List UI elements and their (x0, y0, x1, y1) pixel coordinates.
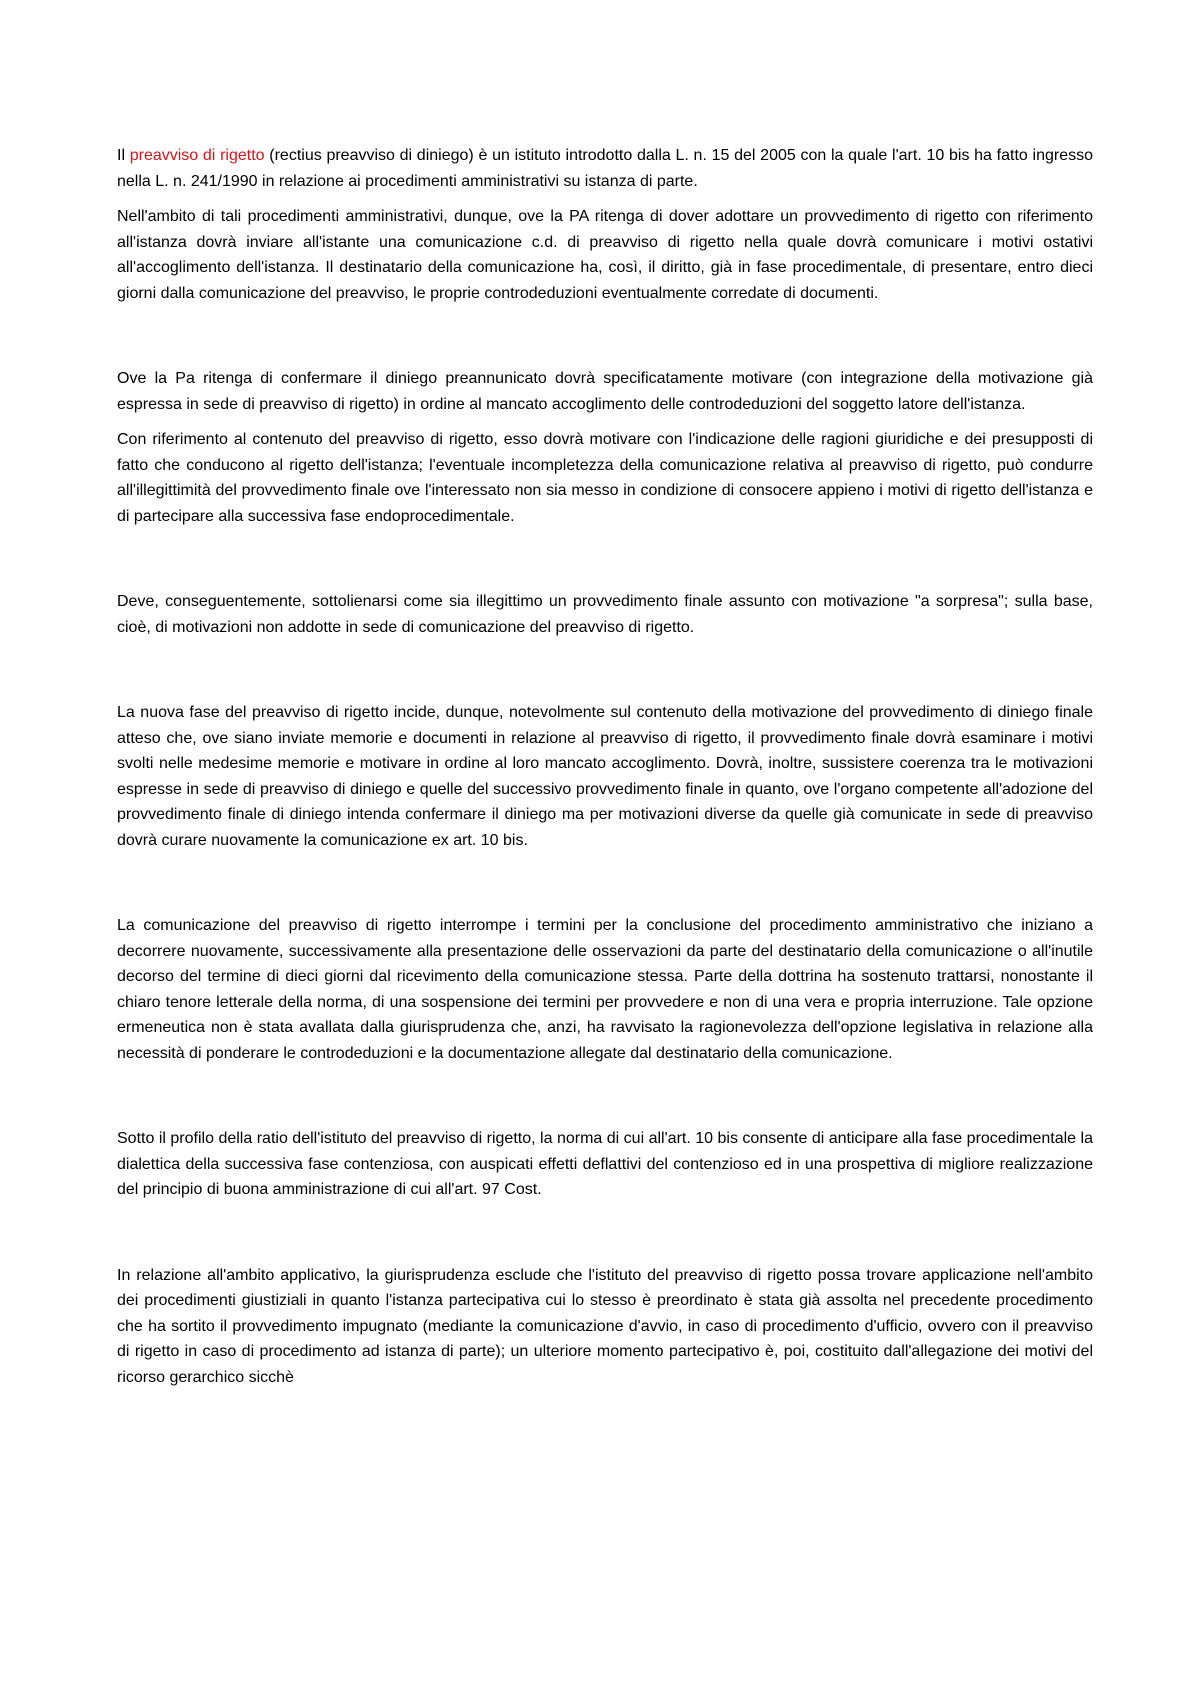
paragraph-6: La nuova fase del preavviso di rigetto incide, dunque, notevolmente sul contenuto della motivazione del provvedimento di diniego finale atteso che, ove siano inviate memorie e documenti in relazione al preavviso di rigetto, il provvedimento finale dovrà esaminare i motivi svolti nelle medesime memorie e motivare in ordine al loro mancato accoglimento. Dovrà, inoltre, sussistere coerenza tra le motivazioni espresse in sede di preavviso di diniego e quelle del successivo provvedimento finale in quanto, ove l'organo competente all'adozione del provvedimento finale di diniego intenda confermare il diniego ma per motivazioni diverse da quelle già comunicate in sede di preavviso dovrà curare nuovamente la comunicazione ex art. 10 bis. (117, 704, 1093, 849)
paragraph-1 (117, 143, 1093, 194)
paragraph-2: Nell'ambito di tali procedimenti amministrativi, dunque, ove la PA ritenga di dover adottare un provvedimento di rigetto con riferimento all'istanza dovrà inviare all'istante una comunicazione c.d. di preavviso di rigetto nella quale dovrà comunicare i motivi ostativi all'accoglimento dell'istanza. Il destinatario della comunicazione ha, così, il diritto, già in fase procedimentale, di presentare, entro dieci giorni dalla comunicazione del preavviso, le proprie controdeduzioni eventualmente corredate di documenti. (117, 208, 1093, 302)
paragraph-4: Con riferimento al contenuto del preavviso di rigetto, esso dovrà motivare con l'indicazione delle ragioni giuridiche e dei presupposti di fatto che conducono al rigetto dell'istanza; l'eventuale incompletezza della comunicazione relativa al preavviso di rigetto, può condurre all'illegittimità del provvedimento finale ove l'interessato non sia messo in condizione di consocere appieno i motivi di rigetto dell'istanza e di partecipare alla successiva fase endoprocedimentale. (117, 431, 1093, 525)
paragraph-1-lead: Il (117, 147, 130, 164)
paragraph-1-rest: (rectius preavviso di diniego) è un istituto introdotto dalla L. n. 15 del 2005 con la quale l'art. 10 bis ha fatto ingresso nella L. n. 241/1990 in relazione ai procedimenti amministrativi su istanza di parte. (117, 147, 1094, 190)
paragraph-7: La comunicazione del preavviso di rigetto interrompe i termini per la conclusione del procedimento amministrativo che iniziano a decorrere nuovamente, successivamente alla presentazione delle osservazioni da parte del destinatario della comunicazione o all'inutile decorso del termine di dieci giorni dal ricevimento della comunicazione stessa. Parte della dottrina ha sostenuto trattarsi, nonostante il chiaro tenore letterale della norma, di una sospensione dei termini per provvedere e non di una vera e propria interruzione. Tale opzione ermeneutica non è stata avallata dalla giurisprudenza che, anzi, ha ravvisato la ragionevolezza dell'opzione legislativa in relazione alla necessità di ponderare le controdeduzioni e la documentazione allegate dal destinatario della comunicazione. (117, 917, 1093, 1062)
paragraph-8: Sotto il profilo della ratio dell'istituto del preavviso di rigetto, la norma di cui all'art. 10 bis consente di anticipare alla fase procedimentale la dialettica della successiva fase contenziosa, con auspicati effetti deflattivi del contenzioso ed in una prospettiva di migliore realizzazione del principio di buona amministrazione di cui all'art. 97 Cost. (117, 1130, 1093, 1198)
document-body (117, 143, 1093, 1390)
paragraph-9: In relazione all'ambito applicativo, la giurisprudenza esclude che l'istituto del preavviso di rigetto possa trovare applicazione nell'ambito dei procedimenti giustiziali in quanto l'istanza partecipativa cui lo stesso è preordinato è stata già assolta nel precedente procedimento che ha sortito il provvedimento impugnato (mediante la comunicazione d'avvio, in caso di procedimento d'ufficio, ovvero con il preavviso di rigetto in caso di procedimento ad istanza di parte); un ulteriore momento partecipativo è, poi, costituito dall'allegazione dei motivi del ricorso gerarchico sicchè (117, 1266, 1093, 1386)
paragraph-5: Deve, conseguentemente, sottolienarsi come sia illegittimo un provvedimento finale assunto con motivazione "a sorpresa"; sulla base, cioè, di motivazioni non addotte in sede di comunicazione del preavviso di rigetto. (117, 593, 1093, 636)
paragraph-3: Ove la Pa ritenga di confermare il diniego preannunicato dovrà specificatamente motivare (con integrazione della motivazione già espressa in sede di preavviso di rigetto) in ordine al mancato accoglimento delle controdeduzioni del soggetto latore dell'istanza. (117, 370, 1093, 413)
highlighted-term: preavviso di rigetto (129, 147, 265, 164)
